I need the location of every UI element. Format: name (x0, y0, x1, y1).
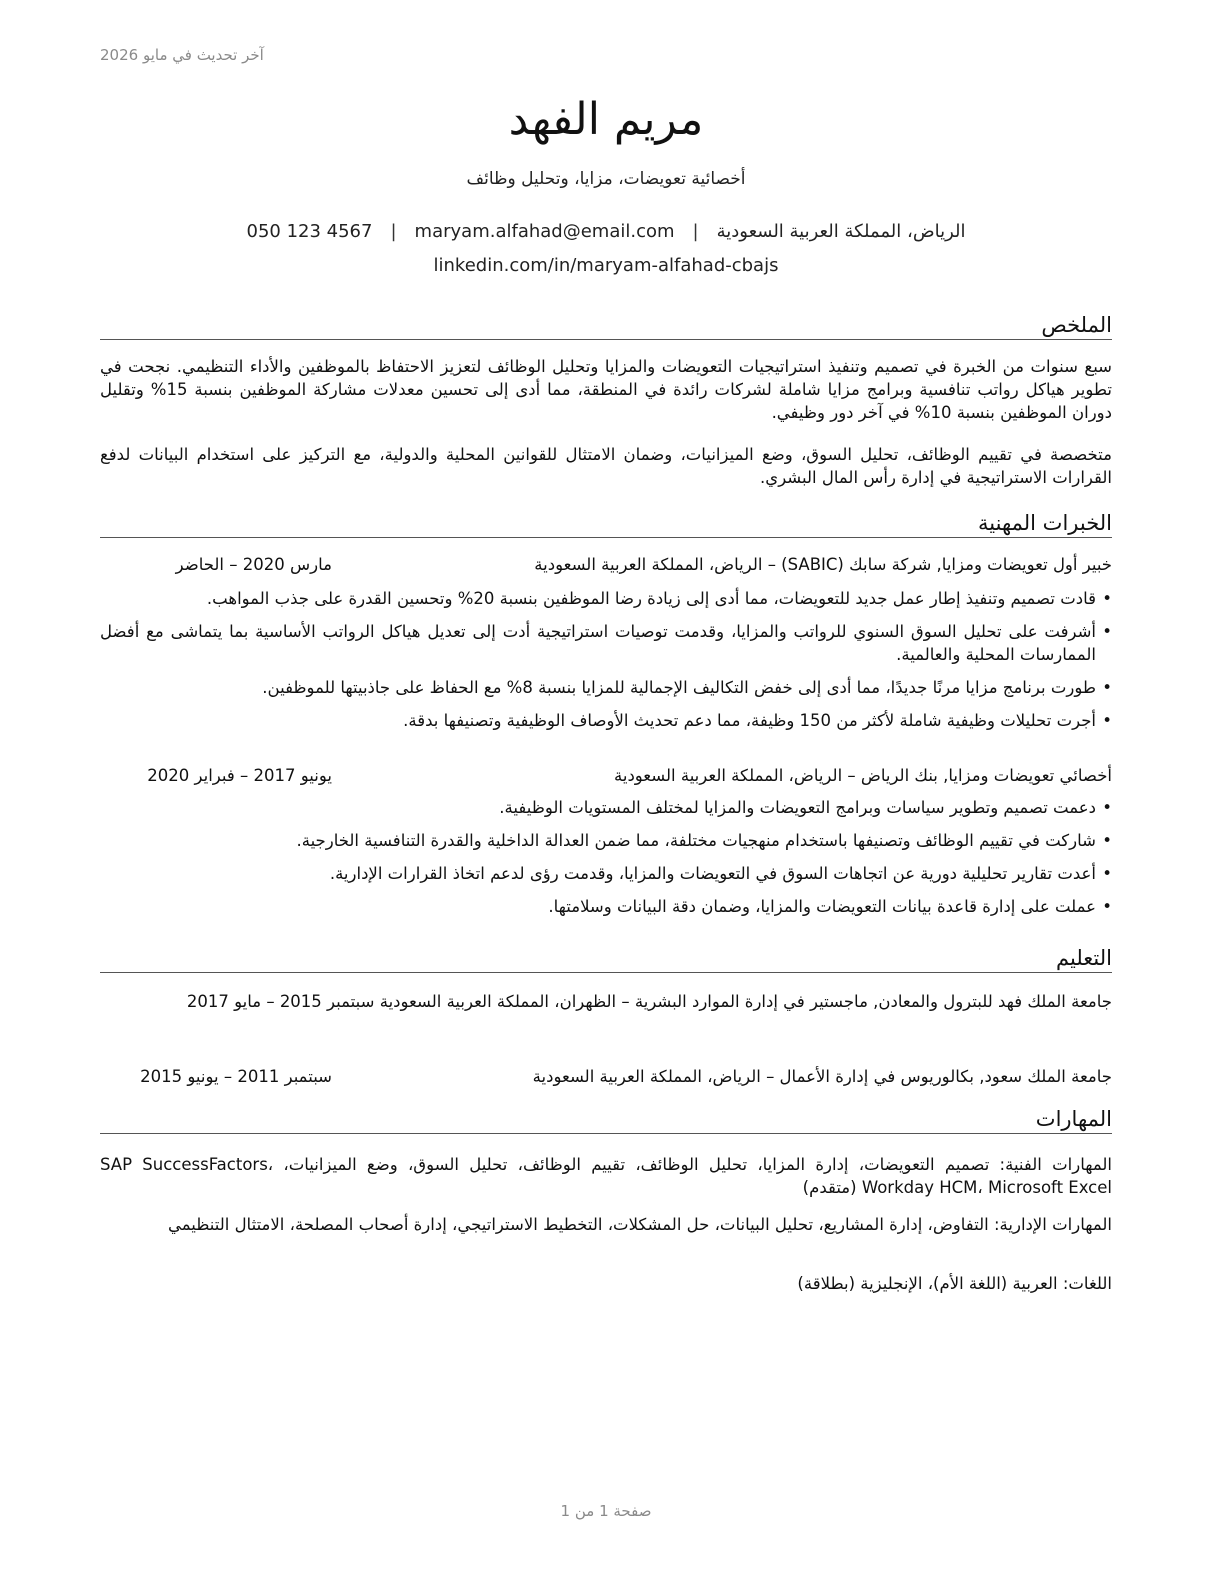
education-item (100, 990, 1112, 1013)
summary-heading: الملخص (100, 312, 1112, 340)
job-title: أخصائي تعويضات ومزايا, بنك الرياض – الرياض، المملكة العربية السعودية (614, 766, 1112, 785)
job-dates: يونيو 2017 – فبراير 2020 (147, 766, 332, 785)
contact-separator: | (692, 221, 699, 242)
email-link[interactable]: maryam.alfahad@email.com (414, 221, 675, 242)
job-bullet: • أشرفت على تحليل السوق السنوي للرواتب والمزايا، وقدمت توصيات استراتيجية أدت إلى تعديل هياكل الرواتب الأساسية بما يتماشى مع أفضل الممارسات المحلية والعالمية. (100, 620, 1112, 666)
summary-paragraph-1: سبع سنوات من الخبرة في تصميم وتنفيذ استراتيجيات التعويضات والمزايا وتحليل الوظائف لتعزيز الاحتفاظ بالموظفين والأداء التنظيمي. نجحت في تطوير هياكل رواتب تنافسية وبرامج مزايا شاملة لشركات رائدة في المنطقة، مما أدى إلى تحسين معدلات مشاركة الموظفين بنسبة 15% وتقليل دوران الموظفين بنسبة 10% في آخر دور وظيفي. (100, 357, 1112, 422)
job-bullet: • عملت على إدارة قاعدة بيانات التعويضات والمزايا، وضمان دقة البيانات وسلامتها. (100, 895, 1112, 918)
job-bullet: • أعدت تقارير تحليلية دورية عن اتجاهات السوق في التعويضات والمزايا، وقدمت رؤى لدعم اتخاذ القرارات الإدارية. (100, 862, 1112, 885)
contact-line (100, 220, 1112, 244)
job-bullets (100, 796, 1112, 928)
job-bullet: • طورت برنامج مزايا مرنًا جديدًا، مما أدى إلى خفض التكاليف الإجمالية للمزايا بنسبة 8% مع الحفاظ على جاذبيتها للموظفين. (100, 676, 1112, 699)
experience-heading: الخبرات المهنية (100, 510, 1112, 538)
education-text: جامعة الملك فهد للبترول والمعادن, ماجستير في إدارة الموارد البشرية – الظهران، المملكة العربية السعودية (379, 992, 1112, 1011)
job-bullets (100, 587, 1112, 742)
resume-header (100, 92, 1112, 278)
education-heading: التعليم (100, 945, 1112, 973)
education-dates: سبتمبر 2015 – مايو 2017 (186, 992, 375, 1011)
job-bullet: • دعمت تصميم وتطوير سياسات وبرامج التعويضات والمزايا لمختلف المستويات الوظيفية. (100, 796, 1112, 819)
skills-management: المهارات الإدارية: التفاوض، إدارة المشاريع، تحليل البيانات، حل المشكلات، التخطيط الاستراتيجي، إدارة أصحاب المصلحة، الامتثال التنظيمي (167, 1215, 1112, 1234)
job-dates: مارس 2020 – الحاضر (175, 555, 332, 574)
summary-paragraph-2: متخصصة في تقييم الوظائف، تحليل السوق، وضع الميزانيات، وضمان الامتثال للقوانين المحلية والدولية، مع التركيز على استخدام البيانات لدفع القرارات الاستراتيجية في إدارة رأس المال البشري. (100, 445, 1112, 487)
location-text: الرياض، المملكة العربية السعودية (716, 221, 966, 242)
job-bullet: • شاركت في تقييم الوظائف وتصنيفها باستخدام منهجيات مختلفة، مما ضمن العدالة الداخلية والقدرة التنافسية الخارجية. (100, 829, 1112, 852)
resume-page (100, 0, 1112, 1584)
job-title: خبير أول تعويضات ومزايا, شركة سابك (SABIC) – الرياض، المملكة العربية السعودية (534, 555, 1112, 574)
skills-heading: المهارات (100, 1106, 1112, 1134)
skills-technical: المهارات الفنية: تصميم التعويضات، إدارة المزايا، تحليل الوظائف، تقييم الوظائف، تحليل السوق، وضع الميزانيات، SAP SuccessFactors، Workday HCM، Microsoft Excel (متقدم) (100, 1155, 1112, 1197)
skills-languages: اللغات: العربية (اللغة الأم)، الإنجليزية (بطلاقة) (797, 1274, 1112, 1293)
education-dates: سبتمبر 2011 – يونيو 2015 (140, 1067, 332, 1086)
job-bullet: • أجرت تحليلات وظيفية شاملة لأكثر من 150 وظيفة، مما دعم تحديث الأوصاف الوظيفية وتصنيفها بدقة. (100, 709, 1112, 732)
phone-number: 050 123 4567 (246, 221, 373, 242)
linkedin-link[interactable]: linkedin.com/in/maryam-alfahad-cbajs (433, 255, 779, 276)
candidate-role: أخصائية تعويضات، مزايا، وتحليل وظائف (466, 169, 746, 189)
candidate-name: مريم الفهد (508, 94, 704, 145)
contact-separator: | (390, 221, 397, 242)
page-number: صفحة 1 من 1 (560, 1502, 652, 1520)
job-bullet: • قادت تصميم وتنفيذ إطار عمل جديد للتعويضات، مما أدى إلى زيادة رضا الموظفين بنسبة 20% وتحسين القدرة على جذب المواهب. (100, 587, 1112, 610)
last-updated-note: آخر تحديث في مايو 2026 (100, 46, 264, 64)
education-text: جامعة الملك سعود, بكالوريوس في إدارة الأعمال – الرياض، المملكة العربية السعودية (532, 1067, 1112, 1086)
